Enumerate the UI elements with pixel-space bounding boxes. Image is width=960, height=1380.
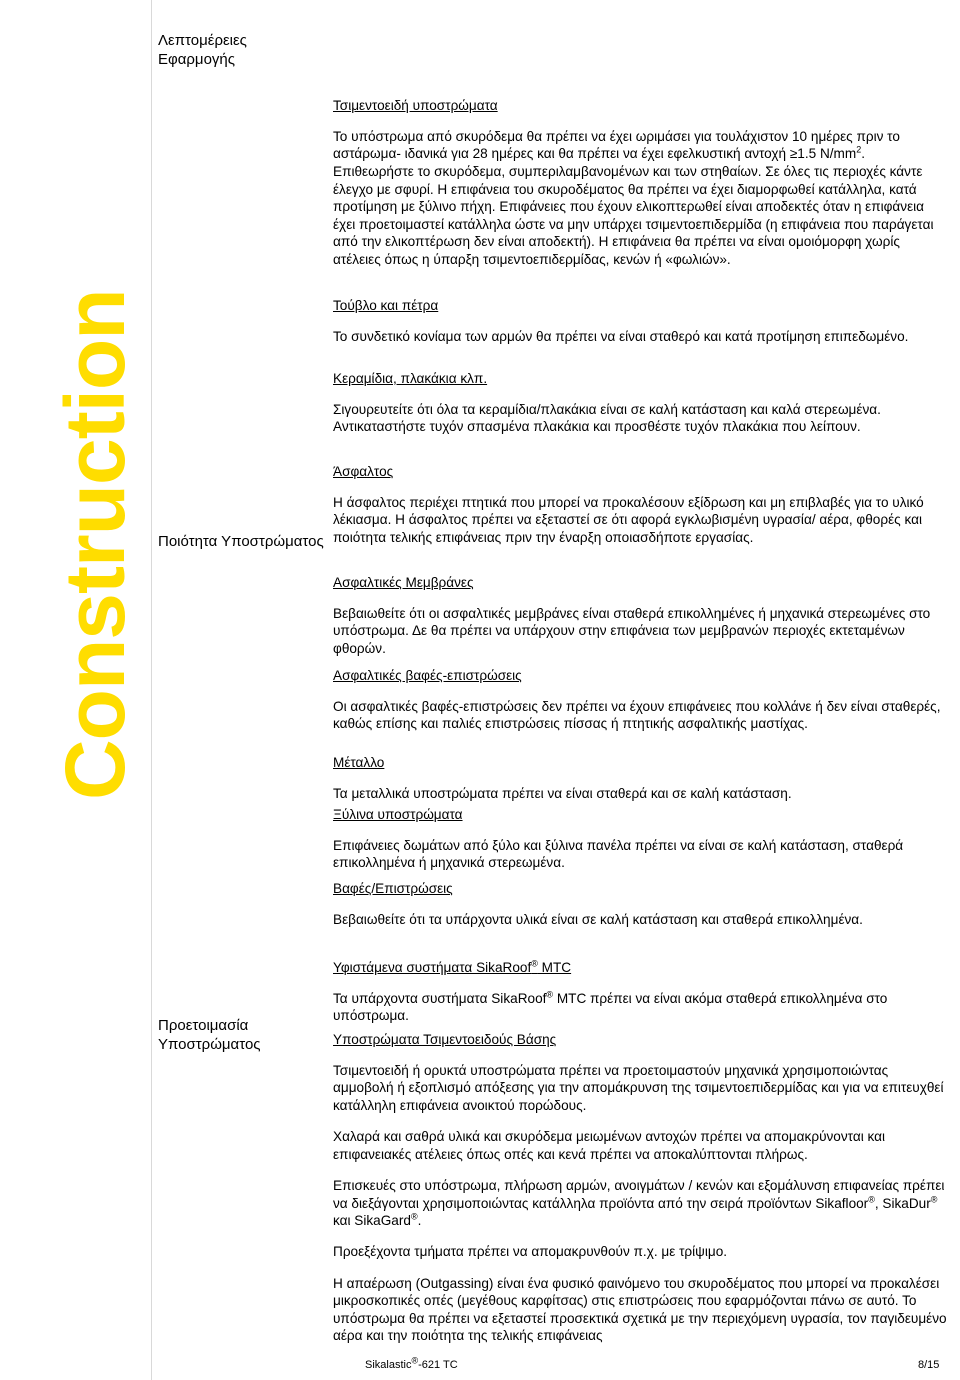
section-title-substrate-preparation: Προετοιμασία Υποστρώματος [158,1017,261,1053]
asphalt-heading: Άσφαλτος [333,463,394,479]
metal-text: Τα μεταλλικά υποστρώματα πρέπει να είναι σταθερά και σε καλή κατάσταση. [333,785,792,801]
sidebar [0,0,151,1380]
prep-paragraph-5: Η απαέρωση (Outgassing) είναι ένα φυσικό φαινόμενο του σκυροδέματος που μπορεί να προκαλέσει μικροσκοπικές οπές (μεγέθους καρφίτσας) στις επιστρώσεις που εφαρμόζονται πάνω σε αυτό. Το υπόστρωμα θα πρέπει να εξεταστεί προσεκτικά σχετικά με την περιεχόμενη υγρασία, τον παγιδευμένο αέρα και την ποιότητα της τελικής επιφάνειας [333,1275,947,1344]
wood-heading: Ξύλινα υποστρώματα [333,806,463,822]
prep-paragraph-1: Τσιμεντοειδή ή ορυκτά υποστρώματα πρέπει να προετοιμαστούν μηχανικά χρησιμοποιώντας αμμοβολή ή εξοπλισμό απόξεσης για την απομάκρυνση της τσιμεντοεπιδερμίδας και για να επιτευχθεί κατάλληλη επιφάνεια ανοικτού πορώδους. [333,1062,944,1113]
cement-base-block [333,1017,948,1358]
section-title-substrate-quality: Ποιότητα Υποστρώματος [158,533,324,550]
cement-base-heading: Υποστρώματα Τσιμεντοειδούς Βάσης [333,1031,557,1047]
sidebar-divider [151,0,152,1380]
paint-block [333,866,948,942]
paint-heading: Βαφές/Επιστρώσεις [333,880,453,896]
brick-heading: Τούβλο και πέτρα [333,297,439,313]
prep-paragraph-2: Χαλαρά και σαθρά υλικά και σκυρόδεμα μειωμένων αντοχών πρέπει να απομακρύνονται και επιφανειακές ατέλειες όπως οπές και κενά πρέπει να αποκαλύπτονται πλήρως. [333,1129,886,1162]
cementitious-block [333,83,948,282]
asphalt-text: Η άσφαλτος περιέχει πτητικά που μπορεί να προκαλέσουν εξίδρωση και μη επιβλαβές για το υλικό λέκιασμα. Η άσφαλτος πρέπει να εξεταστεί σε ότι αφορά εγκλωβισμένη υγρασία/ αέρα, φθορές και ποιότητα τελικής επιφάνειας πριν την έναρξη οποιασδήποτε εργασίας. [333,494,924,545]
sikaroof-heading: Υφιστάμενα συστήματα SikaRoof® MTC [333,958,572,975]
cementitious-text: Το υπόστρωμα από σκυρόδεμα θα πρέπει να έχει ωριμάσει για τουλάχιστον 10 ημέρες πριν το αστάρωμα- ιδανικά για 28 ημέρες και θα πρέπει να έχει εφελκυστική αντοχή ≥1.5 $N/mm^2$. Επιθεωρήστε το σκυρόδεμα, συμπεριλαμβανομένων και των στηθαίων. Σε όλες τις περιοχές κάντε έλεγχο με σφυρί. Η επιφάνεια του σκυροδέματος θα πρέπει να έχει διαμορφωθεί κατάλληλα, κατά προτίμηση με ξύλινο πήχη. Επιφάνειες που έχουν ελικοπτερωθεί είναι αποδεκτές όταν η επιφάνεια έχει προετοιμαστεί κατάλληλα ώστε να μην υπάρχει τσιμεντοεπιδερμίδα (η επιφάνεια που παράγεται από την ελικοπτέρωση δεν είναι αποδεκτή). Η επιφάνεια θα πρέπει να είναι ομοιόμορφη χωρίς ατέλειες όπως η ύπαρξη τσιμεντοεπιδερμίδας, κενών ή «φωλιών». [333,128,934,267]
brick-text: Το συνδετικό κονίαμα των αρμών θα πρέπει να είναι σταθερό και κατά προτίμηση επιπεδωμένο. [333,328,909,344]
sikaroof-text: Τα υπάρχοντα συστήματα SikaRoof® MTC πρέπει να είναι ακόμα σταθερά επικολλημένα στο υπόστρωμα. [333,989,888,1024]
asphalt-block [333,449,948,560]
cementitious-heading: Τσιμεντοειδή υποστρώματα [333,97,498,113]
tile-heading: Κεραμίδια, πλακάκια κλπ. [333,370,488,386]
sidebar-construction-label: Construction [48,289,142,800]
footer-page-number: 8/15 [918,1359,940,1371]
tile-text: Σιγουρευτείτε ότι όλα τα κεραμίδια/πλακάκια είναι σε καλή κατάσταση και καλά στερεωμένα. Αντικαταστήστε τυχόν σπασμένα πλακάκια και προσθέστε τυχόν πλακάκια που λείπουν. [333,401,881,435]
wood-text: Επιφάνειες δωμάτων από ξύλο και ξύλινα πανέλα πρέπει να είναι σε καλή κατάσταση, σταθερά επικολλημένα ή μηχανικά στερεωμένα. [333,837,904,871]
tile-block [333,356,948,450]
bitumen-coating-heading: Ασφαλτικές βαφές-επιστρώσεις [333,667,522,683]
section-title-application-details: Λεπτομέρειες Εφαρμογής [158,32,247,68]
prep-paragraph-4: Προεξέχοντα τμήματα πρέπει να απομακρυνθούν π.χ. με τρίψιμο. [333,1244,728,1260]
metal-heading: Μέταλλο [333,754,385,770]
prep-paragraph-3: Επισκευές στο υπόστρωμα, πλήρωση αρμών, ανοιγμάτων / κενών και εξομάλυνση επιφανείας πρέπει να διεξάγονται χρησιμοποιώντας κατάλληλα προϊόντα από την σειρά προϊόντων Sikafloor®, SikaDur® και SikaGard®. [333,1177,945,1229]
bitumen-coating-text: Οι ασφαλτικές βαφές-επιστρώσεις δεν πρέπει να έχουν επιφάνειες που κολλάνε ή δεν είναι σταθερές, καθώς επίσης και παλιές επιστρώσεις πίσσας ή πτητικής ασφαλτικής μαστίχας. [333,698,941,732]
membrane-text: Βεβαιωθείτε ότι οι ασφαλτικές μεμβράνες είναι σταθερά επικολλημένες ή μηχανικά στερεωμένες στο υπόστρωμα. Δε θα πρέπει να υπάρχουν στην επιφάνεια των μεμβρανών περιοχές εκτεταμένων φθορών. [333,605,931,656]
paint-text: Βεβαιωθείτε ότι τα υπάρχοντα υλικά είναι σε καλή κατάσταση και σταθερά επικολλημένα. [333,911,863,927]
brick-block [333,283,948,359]
membrane-heading: Ασφαλτικές Μεμβράνες [333,574,474,590]
bitumen-coating-block [333,653,948,747]
footer-product-name: Sikalastic®-621 TC [365,1355,458,1371]
